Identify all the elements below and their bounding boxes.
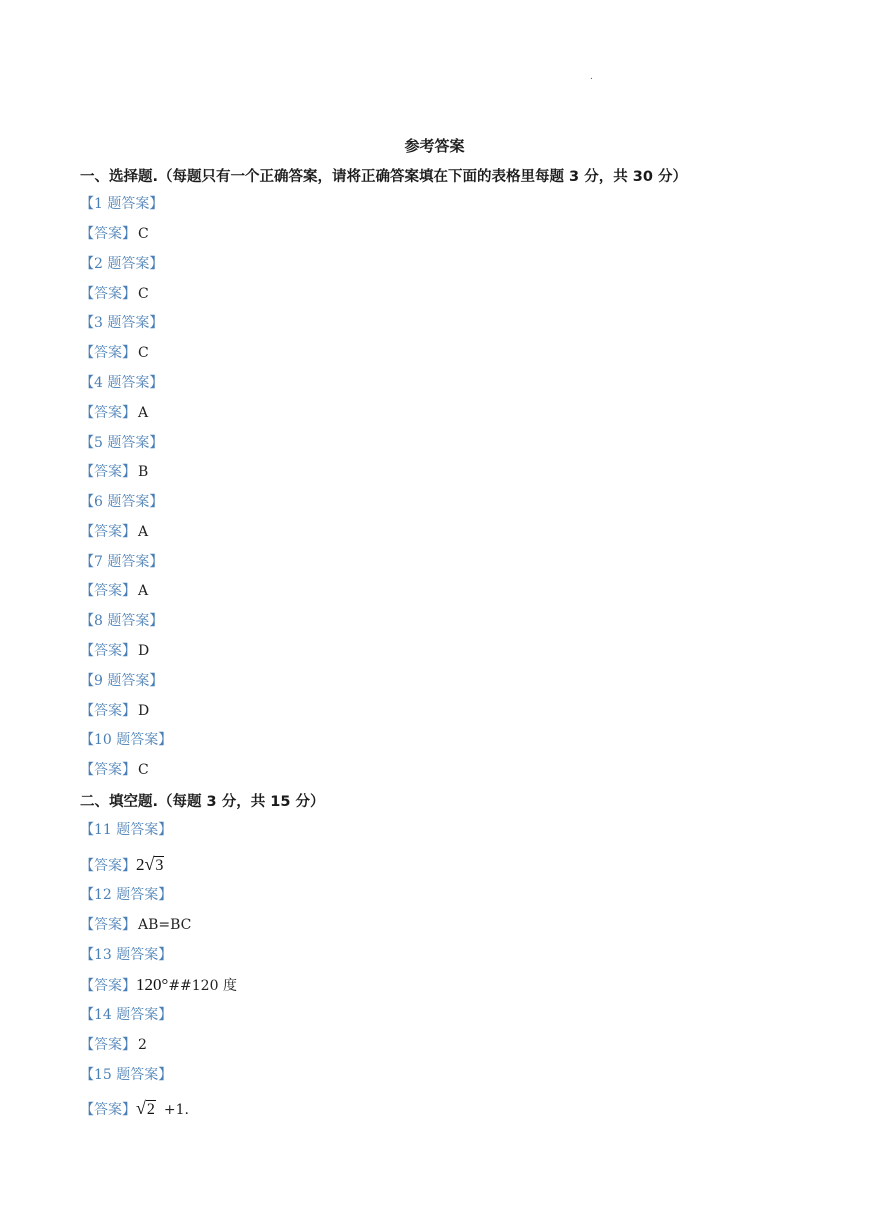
answer-value: D bbox=[138, 703, 150, 719]
answer-line bbox=[80, 851, 164, 877]
answer-tag: 【答案】 bbox=[80, 762, 136, 778]
question-label-text: 【12 题答案】 bbox=[80, 887, 173, 903]
question-label bbox=[80, 730, 172, 750]
answer-value: C bbox=[138, 762, 149, 778]
answer-tag: 【答案】 bbox=[80, 524, 136, 540]
answer-tag: 【答案】 bbox=[80, 978, 136, 994]
answer-value: B bbox=[138, 464, 149, 480]
answer-line bbox=[80, 284, 149, 304]
question-label-text: 【5 题答案】 bbox=[80, 435, 164, 451]
answer-line bbox=[80, 462, 148, 482]
sqrt-expression bbox=[145, 851, 165, 879]
answer-value: A bbox=[138, 524, 149, 540]
answer-value: D bbox=[138, 643, 150, 659]
answer-line bbox=[80, 1035, 147, 1055]
answer-tag: 【答案】 bbox=[80, 917, 136, 933]
answer-line bbox=[80, 522, 148, 542]
radical-sign: √ bbox=[144, 854, 155, 874]
answer-line bbox=[80, 975, 237, 995]
answer-tag: 【答案】 bbox=[80, 405, 136, 421]
page-title: 参考答案 bbox=[404, 137, 465, 155]
answer-tag: 【答案】 bbox=[80, 1102, 136, 1118]
answer-value: C bbox=[138, 226, 149, 242]
answer-line bbox=[80, 403, 148, 423]
answer-value: AB=BC bbox=[138, 917, 192, 933]
answer-tag: 【答案】 bbox=[80, 286, 136, 302]
answer-tag: 【答案】 bbox=[80, 1037, 136, 1053]
question-label-text: 【8 题答案】 bbox=[80, 613, 164, 629]
answer-line bbox=[80, 581, 148, 601]
question-label bbox=[80, 313, 163, 333]
sqrt-coefficient: 2 bbox=[136, 855, 145, 874]
answer-value: A bbox=[138, 583, 149, 599]
sqrt-expression bbox=[136, 1095, 156, 1123]
question-label-text: 【15 题答案】 bbox=[80, 1067, 173, 1083]
question-label bbox=[80, 433, 163, 453]
question-label bbox=[80, 820, 172, 840]
section-heading-fill: 二、填空题.（每题 3 分，共 15 分） bbox=[80, 794, 325, 810]
question-label-text: 【2 题答案】 bbox=[80, 256, 164, 272]
question-label-text: 【7 题答案】 bbox=[80, 554, 164, 570]
question-label bbox=[80, 1005, 172, 1025]
question-label bbox=[80, 552, 163, 572]
radicand: 2 bbox=[146, 1101, 155, 1118]
question-label bbox=[80, 194, 163, 214]
radical-sign: √ bbox=[136, 1098, 146, 1118]
question-label bbox=[80, 885, 172, 905]
question-label bbox=[80, 671, 163, 691]
question-label-text: 【14 题答案】 bbox=[80, 1007, 173, 1023]
answer-tag: 【答案】 bbox=[80, 583, 136, 599]
answer-value: C bbox=[138, 345, 149, 361]
answer-tag: 【答案】 bbox=[80, 643, 136, 659]
answer-line bbox=[80, 224, 149, 244]
question-label-text: 【11 题答案】 bbox=[80, 822, 173, 838]
answer-alt: ##120 度 bbox=[168, 978, 237, 994]
answer-line bbox=[80, 915, 191, 935]
answer-line bbox=[80, 343, 149, 363]
question-label bbox=[80, 945, 172, 965]
answer-tag: 【答案】 bbox=[80, 345, 136, 361]
answer-math bbox=[136, 1099, 156, 1118]
answer-tag: 【答案】 bbox=[80, 703, 136, 719]
question-label-text: 【4 题答案】 bbox=[80, 375, 164, 391]
question-label bbox=[80, 492, 163, 512]
question-label-text: 【6 题答案】 bbox=[80, 494, 164, 510]
question-label-text: 【1 题答案】 bbox=[80, 196, 164, 212]
answer-tag: 【答案】 bbox=[80, 464, 136, 480]
answer-tag: 【答案】 bbox=[80, 858, 136, 874]
radicand: 3 bbox=[155, 857, 164, 874]
answer-value: 2 bbox=[138, 1037, 147, 1053]
answer-line bbox=[80, 701, 149, 721]
answer-math bbox=[136, 855, 164, 874]
answer-line bbox=[80, 641, 149, 661]
question-label-text: 【13 题答案】 bbox=[80, 947, 173, 963]
answer-tag: 【答案】 bbox=[80, 226, 136, 242]
question-label bbox=[80, 254, 163, 274]
question-label-text: 【10 题答案】 bbox=[80, 732, 173, 748]
section-heading-choice: 一、选择题.（每题只有一个正确答案，请将正确答案填在下面的表格里每题 3 分，共 30 分） bbox=[80, 169, 687, 185]
question-label-text: 【3 题答案】 bbox=[80, 315, 164, 331]
question-label bbox=[80, 373, 163, 393]
answer-line bbox=[80, 760, 149, 780]
question-label-text: 【9 题答案】 bbox=[80, 673, 164, 689]
question-label bbox=[80, 611, 163, 631]
answer-value: A bbox=[138, 405, 149, 421]
answer-value: C bbox=[138, 286, 149, 302]
answer-math: 120° bbox=[136, 975, 169, 994]
answer-suffix: +1. bbox=[163, 1102, 189, 1118]
question-label bbox=[80, 1065, 172, 1085]
answer-line bbox=[80, 1095, 189, 1121]
header-mark: . bbox=[590, 72, 593, 82]
